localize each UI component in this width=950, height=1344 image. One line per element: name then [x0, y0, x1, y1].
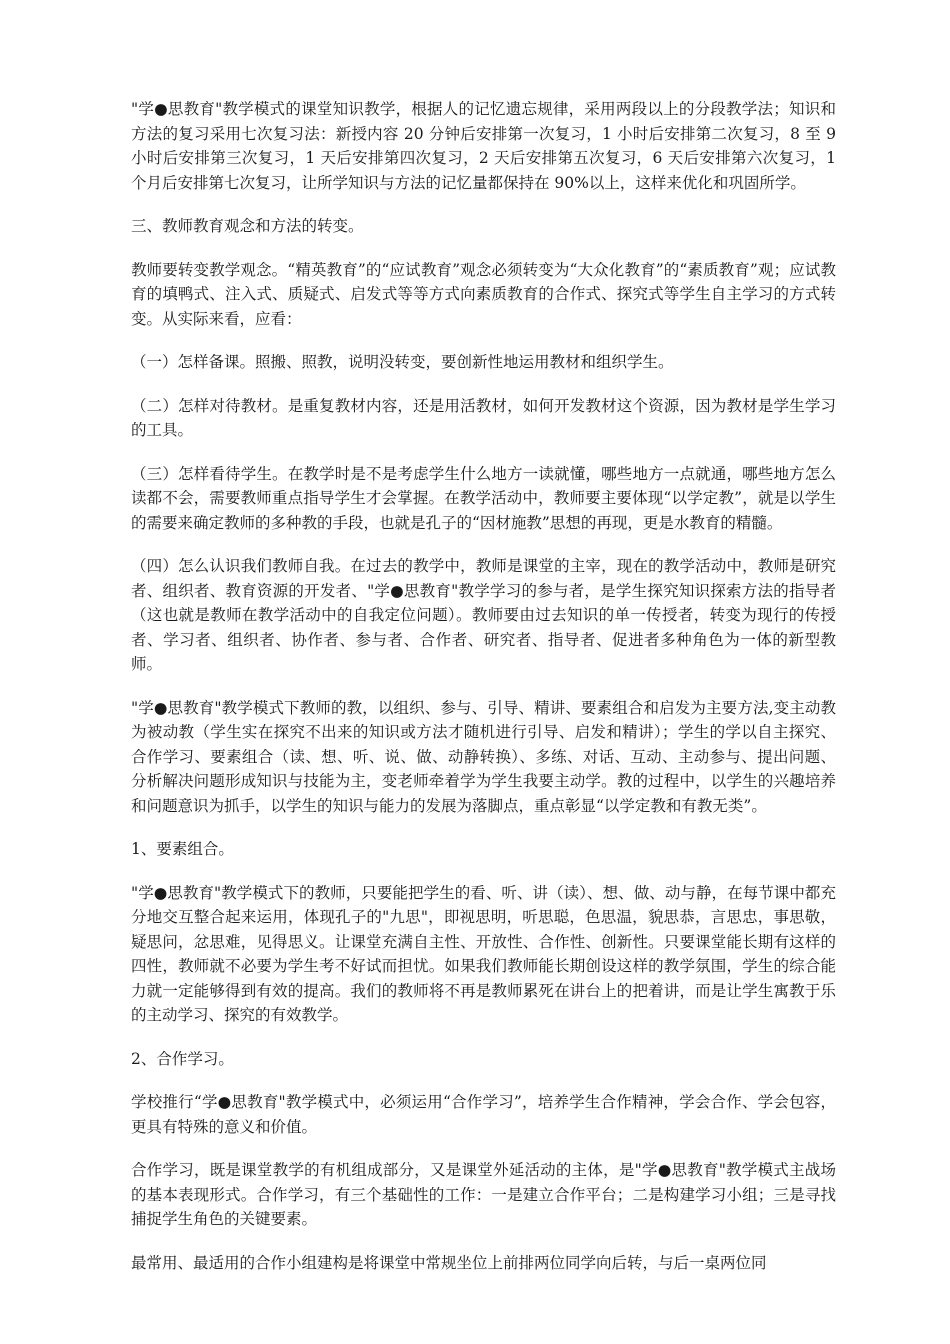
paragraph-cooperative-basics: 合作学习，既是课堂教学的有机组成部分，又是课堂外延活动的主体，是"学●思教育"教学模式主战场的基本表现形式。合作学习，有三个基础性的工作：一是建立合作平台；二是构建学习小组；三是寻找捕捉学生角色的关键要素。: [131, 1161, 836, 1228]
document-page: [131, 97, 836, 1275]
paragraph-element-combination: "学●思教育"教学模式下的教师，只要能把学生的看、听、讲（读）、想、做、动与静，在每节课中都充分地交互整合起来运用，体现孔子的"九思"，即视思明，听思聪，色思温，貌思恭，言思忠，事思敬，疑思问，忿思难，见得思义。让课堂充满自主性、开放性、合作性、创新性。只要课堂能长期有这样的四性，教师就不必要为学生考不好试而担忧。如果我们教师能长期创设这样的教学氛围，学生的综合能力就一定能够得到有效的提高。我们的教师将不再是教师累死在讲台上的把着讲，而是让学生寓教于乐的主动学习、探究的有效教学。: [131, 883, 836, 1024]
paragraph-textbook: （二）怎样对待教材。是重复教材内容，还是用活教材，如何开发教材这个资源，因为教材是学生学习的工具。: [131, 396, 836, 439]
paragraph-review-method: "学●思教育"教学模式的课堂知识教学，根据人的记忆遗忘规律，采用两段以上的分段教学法；知识和方法的复习采用七次复习法：新授内容 20 分钟后安排第一次复习，1 小时后安排第二次复习，8 至 9 小时后安排第三次复习，1 天后安排第四次复习，2 天后安排第五次复习，6 天后安排第六次复习，1 个月后安排第七次复习，让所学知识与方法的记忆量都保持在 90%以上，这样来优化和巩固所学。: [131, 100, 836, 192]
paragraph-students: （三）怎样看待学生。在教学时是不是考虑学生什么地方一读就懂，哪些地方一点就通，哪些地方怎么读都不会，需要教师重点指导学生才会掌握。在教学活动中，教师要主要体现“以学定教”，就是以学生的需要来确定教师的多种教的手段，也就是孔子的“因材施教”思想的再现，更是水教育的精髓。: [131, 464, 836, 532]
paragraph-teaching-concept: 教师要转变教学观念。“精英教育”的“应试教育”观念必须转变为“大众化教育”的“素质教育”观；应试教育的填鸭式、注入式、质疑式、启发式等等方式向素质教育的合作式、探究式等学生自主学习的方式转变。从实际来看，应看：: [131, 260, 836, 328]
paragraph-cooperative-intro: 学校推行“学●思教育"教学模式中，必须运用“合作学习”，培养学生合作精神，学会合作、学会包容，更具有特殊的意义和价值。: [131, 1093, 836, 1136]
subheading-cooperative-learning: 2、合作学习。: [131, 1049, 234, 1068]
paragraph-group-structure: 最常用、最适用的合作小组建构是将课堂中常规坐位上前排两位同学向后转，与后一桌两位同: [131, 1253, 767, 1272]
section-heading-teacher-concept: 三、教师教育观念和方法的转变。: [131, 217, 364, 235]
paragraph-teaching-methods: "学●思教育"教学模式下教师的教，以组织、参与、引导、精讲、要素组合和启发为主要方法,变主动教为被动教（学生实在探究不出来的知识或方法才随机进行引导、启发和精讲）；学生的学以自主探究、合作学习、要素组合（读、想、听、说、做、动静转换）、多练、对话、互动、主动参与、提出问题、分析解决问题形成知识与技能为主，变老师牵着学为学生我要主动学。教的过程中，以学生的兴趣培养和问题意识为抓手，以学生的知识与能力的发展为落脚点，重点彰显“以学定教和有教无类”。: [131, 698, 836, 815]
paragraph-teacher-self: （四）怎么认识我们教师自我。在过去的教学中，教师是课堂的主宰，现在的教学活动中，教师是研究者、组织者、教育资源的开发者、"学●思教育"教学学习的参与者，是学生探究知识探索方法的指导者（这也就是教师在教学活动中的自我定位问题）。教师要由过去知识的单一传授者，转变为现行的传授者、学习者、组织者、协作者、参与者、合作者、研究者、指导者、促进者多种角色为一体的新型教师。: [131, 557, 836, 673]
paragraph-lesson-prep: （一）怎样备课。照搬、照教，说明没转变，要创新性地运用教材和组织学生。: [131, 353, 674, 371]
subheading-element-combination: 1、要素组合。: [131, 840, 234, 858]
